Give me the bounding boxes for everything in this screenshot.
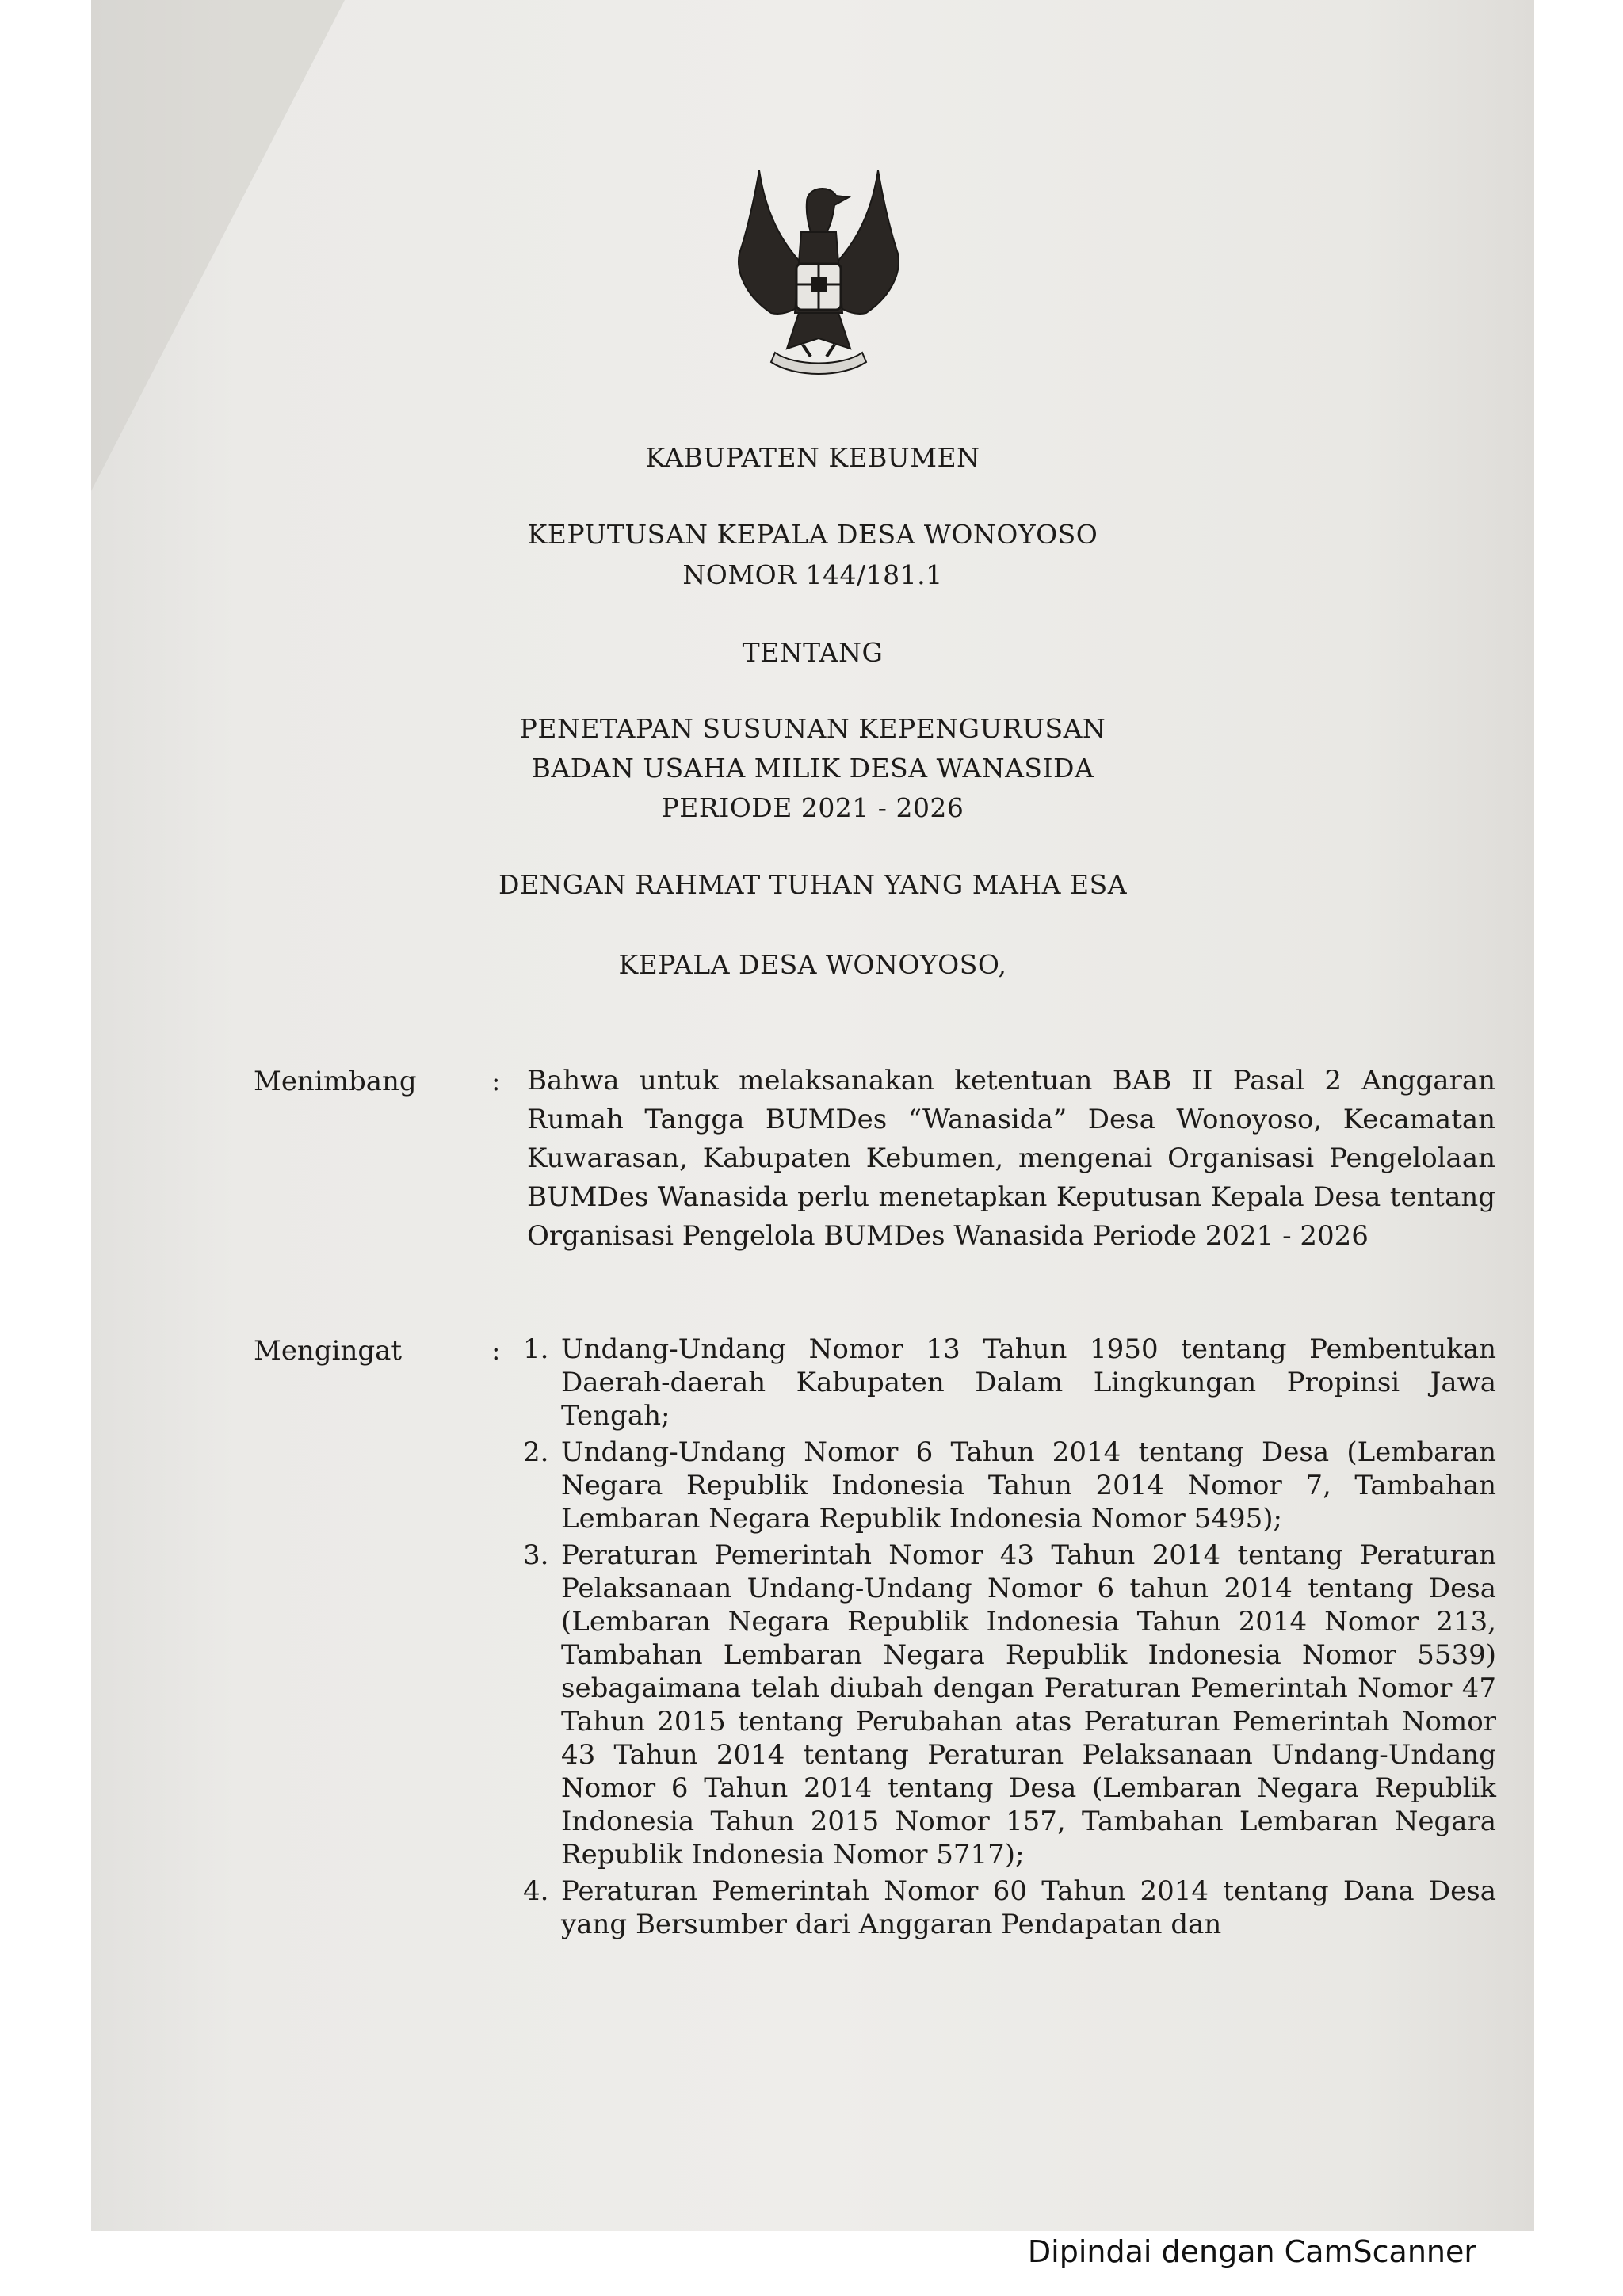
scanned-page: [91, 0, 1534, 2231]
list-item-number: 1.: [523, 1333, 549, 1365]
menimbang-colon: :: [491, 1066, 501, 1097]
list-item: [523, 1539, 1496, 1871]
menimbang-text: Bahwa untuk melaksanakan ketentuan BAB II Pasal 2 Anggaran Rumah Tangga BUMDes “Wanasida” Desa Wonoyoso, Kecamatan Kuwarasan, Kabupaten Kebumen, mengenai Organisasi Pengelolaan BUMDes Wanasida perlu menetapkan Keputusan Kepala Desa tentang Organisasi Pengelola BUMDes Wanasida Periode 2021 - 2026: [527, 1065, 1495, 1252]
mengingat-label: Mengingat: [254, 1335, 403, 1367]
list-item-number: 4.: [523, 1875, 549, 1907]
mengingat-colon: :: [491, 1335, 501, 1367]
list-item-text: Peraturan Pemerintah Nomor 43 Tahun 2014 tentang Peraturan Pelaksanaan Undang-Undang Nomor 6 tahun 2014 tentang Desa (Lembaran Negara Republik Indonesia Tahun 2014 Nomor 213, Tambahan Lembaran Negara Republik Indonesia Nomor 5539) sebagaimana telah diubah dengan Peraturan Pemerintah Nomor 47 Tahun 2015 tentang Perubahan atas Peraturan Pemerintah Nomor 43 Tahun 2014 tentang Peraturan Pelaksanaan Undang-Undang Nomor 6 Tahun 2014 tentang Desa (Lembaran Negara Republik Indonesia Tahun 2015 Nomor 157, Tambahan Lembaran Negara Republik Indonesia Nomor 5717);: [561, 1539, 1496, 1871]
list-item-number: 2.: [523, 1436, 549, 1468]
list-item: [523, 1436, 1496, 1535]
list-item-text: Undang-Undang Nomor 6 Tahun 2014 tentang Desa (Lembaran Negara Republik Indonesia Tahun 2014 Nomor 7, Tambahan Lembaran Negara Republik Indonesia Nomor 5495);: [561, 1436, 1496, 1535]
blessing-line: DENGAN RAHMAT TUHAN YANG MAHA ESA: [498, 869, 1128, 900]
paper-fold-shadow: [91, 0, 345, 491]
subject-line-3: PERIODE 2021 - 2026: [661, 792, 964, 823]
mengingat-list: [523, 1333, 1496, 1944]
garuda-emblem-icon: [692, 154, 945, 392]
shield-icon: [796, 264, 841, 310]
about-heading: TENTANG: [742, 637, 884, 668]
camscanner-watermark: Dipindai dengan CamScanner: [1027, 2234, 1476, 2269]
subject-line-1: PENETAPAN SUSUNAN KEPENGURUSAN: [519, 713, 1106, 744]
subject-line-2: BADAN USAHA MILIK DESA WANASIDA: [531, 753, 1094, 784]
official-title: KEPALA DESA WONOYOSO,: [618, 949, 1007, 980]
decree-title: KEPUTUSAN KEPALA DESA WONOYOSO: [527, 519, 1098, 550]
list-item-text: Undang-Undang Nomor 13 Tahun 1950 tentang Pembentukan Daerah-daerah Kabupaten Dalam Lingkungan Propinsi Jawa Tengah;: [561, 1333, 1496, 1432]
list-item-number: 3.: [523, 1539, 549, 1571]
list-item: [523, 1875, 1496, 1941]
regency-heading: KABUPATEN KEBUMEN: [645, 442, 980, 473]
list-item-text: Peraturan Pemerintah Nomor 60 Tahun 2014 tentang Dana Desa yang Bersumber dari Anggaran Pendapatan dan: [561, 1875, 1496, 1940]
list-item: [523, 1333, 1496, 1432]
menimbang-label: Menimbang: [254, 1066, 417, 1097]
decree-number: NOMOR 144/181.1: [682, 559, 943, 590]
